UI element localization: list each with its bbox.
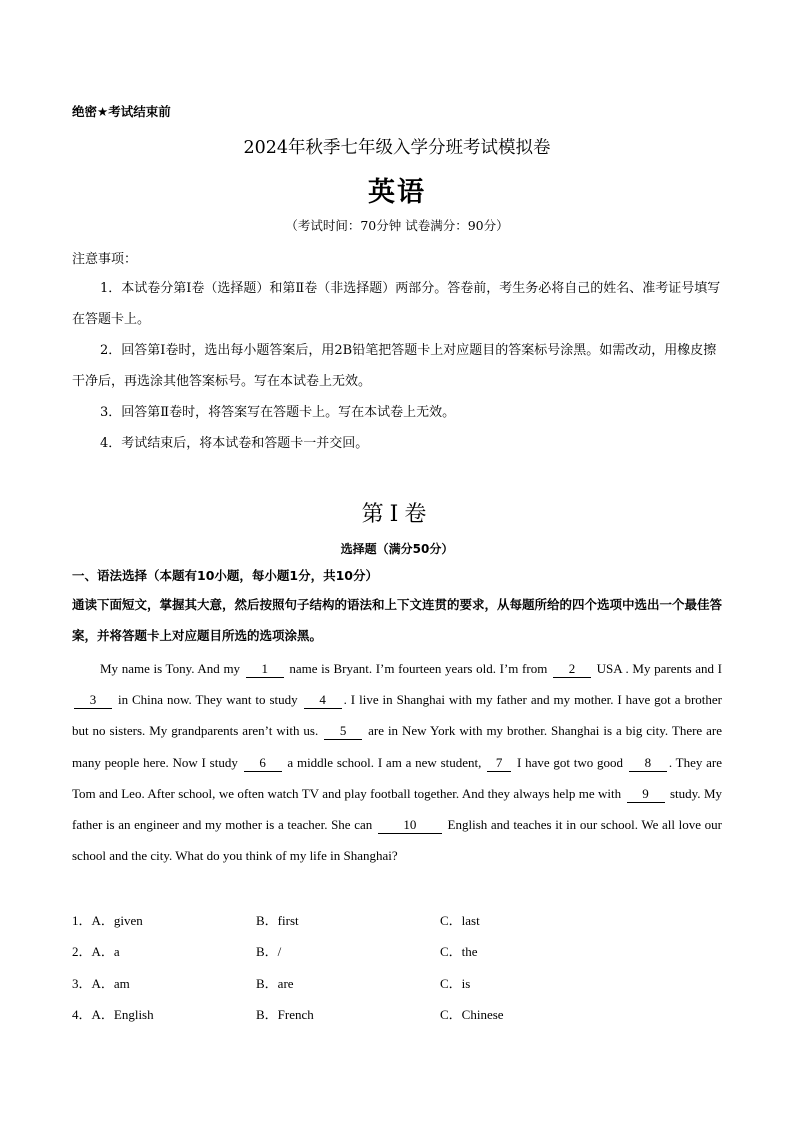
question-heading: 一、语法选择（本题有10小题，每小题1分，共10分） [72, 568, 378, 583]
option-a: 2．A．a [72, 944, 120, 959]
option-a: 1．A．given [72, 913, 143, 928]
blank-1: 1 [246, 661, 284, 678]
option-row-2 [72, 941, 722, 961]
note-item: 2．回答第Ⅰ卷时，选出每小题答案后，用2B铅笔把答题卡上对应题目的答案标号涂黑。如需改动，用橡皮擦干净后，再选涂其他答案标号。写在本试卷上无效。 [72, 343, 717, 389]
reading-passage: My name is Tony. And my 1 name is Bryant. I’m fourteen years old. I’m from 2 USA . My parents and I 3 in China now. They want to study 4 . I live in Shanghai with my father and my mother. I have got a brother but no sisters. My grandparents aren’t with us. 5 are in New York with my brother. Shanghai is a big city. There are many people here. Now I study 6 a middle school. I am a new student, 7 I have got two good 8 . They are Tom and Leo. After school, we often watch TV and play football together. And they always help me with 9 study. My father is an engineer and my mother is a teacher. She can 10 English and teaches it in our school. We all love our school and the city. What do you think of my life in Shanghai? [72, 661, 723, 864]
blank-6: 6 [244, 755, 282, 772]
option-row-4 [72, 1004, 722, 1024]
option-a: 3．A．am [72, 976, 130, 991]
time-note: （考试时间：70分钟 试卷满分：90分） [285, 218, 509, 233]
secret-label: 绝密★考试结束前 [72, 104, 171, 119]
instructions: 通读下面短文，掌握其大意，然后按照句子结构的语法和上下文连贯的要求，从每题所给的四个选项中选出一个最佳答案，并将答题卡上对应题目所选的选项涂黑。 [72, 597, 723, 643]
part-title: 第Ⅰ卷 [361, 502, 433, 527]
blank-9: 9 [627, 786, 665, 803]
blank-7: 7 [487, 755, 511, 772]
note-item: 3．回答第Ⅱ卷时，将答案写在答题卡上。写在本试卷上无效。 [100, 405, 456, 420]
option-row-1 [72, 910, 722, 930]
note-item: 1．本试卷分第Ⅰ卷（选择题）和第Ⅱ卷（非选择题）两部分。答卷前，考生务必将自己的姓名、准考证号填写在答题卡上。 [72, 281, 721, 327]
blank-10: 10 [378, 817, 442, 834]
option-b: B．first [256, 913, 299, 928]
option-b: B．/ [256, 944, 282, 959]
blank-8: 8 [629, 755, 667, 772]
option-b: B．French [256, 1007, 314, 1022]
option-row-3 [72, 973, 722, 993]
blank-3: 3 [74, 692, 112, 709]
option-c: C．last [440, 913, 480, 928]
blank-5: 5 [324, 723, 362, 740]
notes-heading: 注意事项： [72, 252, 138, 267]
option-c: C．the [440, 944, 478, 959]
subject-title: 英语 [368, 177, 426, 208]
option-b: B．are [256, 976, 294, 991]
option-c: C．is [440, 976, 471, 991]
section-subtitle: 选择题（满分50分） [340, 542, 454, 556]
note-item: 4．考试结束后，将本试卷和答题卡一并交回。 [100, 436, 369, 451]
blank-2: 2 [553, 661, 591, 678]
blank-4: 4 [304, 692, 342, 709]
option-a: 4．A．English [72, 1007, 154, 1022]
option-c: C．Chinese [440, 1007, 504, 1022]
exam-title: 2024年秋季七年级入学分班考试模拟卷 [243, 138, 551, 158]
